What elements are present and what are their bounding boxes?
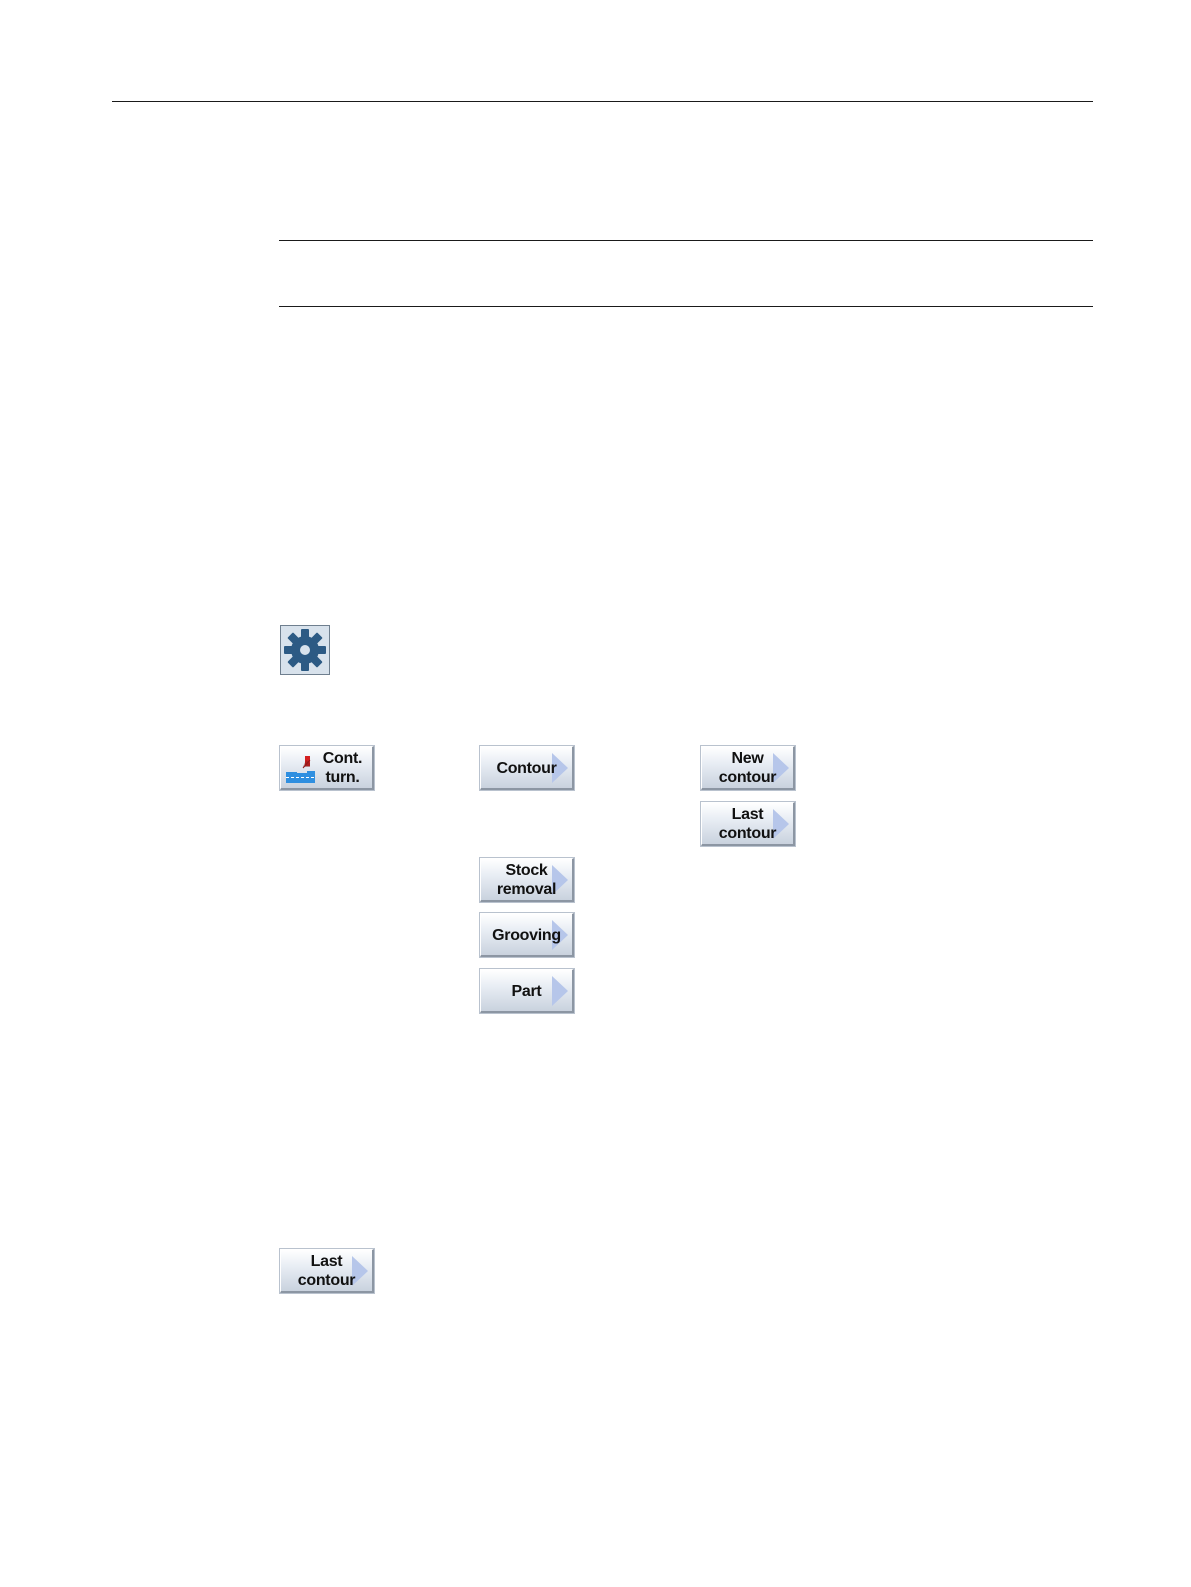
new-contour-label: New contour bbox=[718, 749, 777, 786]
contour-turning-icon bbox=[285, 752, 317, 784]
gear-icon bbox=[282, 627, 328, 673]
header-rule bbox=[112, 101, 1093, 102]
note-top-rule bbox=[279, 240, 1093, 241]
contour-softkey[interactable] bbox=[480, 746, 574, 790]
stock-removal-softkey[interactable] bbox=[480, 858, 574, 902]
grooving-softkey[interactable] bbox=[480, 913, 574, 957]
note-bottom-rule bbox=[279, 306, 1093, 307]
cont-turn-softkey[interactable] bbox=[280, 746, 374, 790]
last-contour-lower-label: Last contour bbox=[297, 1252, 356, 1289]
new-contour-softkey[interactable] bbox=[701, 746, 795, 790]
last-contour-softkey[interactable] bbox=[701, 802, 795, 846]
cont-turn-label: Cont. turn. bbox=[322, 749, 363, 786]
last-contour-softkey-lower[interactable] bbox=[280, 1249, 374, 1293]
program-key[interactable] bbox=[280, 625, 330, 675]
part-softkey[interactable] bbox=[480, 969, 574, 1013]
stock-removal-label: Stock removal bbox=[496, 861, 557, 898]
last-contour-label: Last contour bbox=[718, 805, 777, 842]
contour-label: Contour bbox=[496, 759, 557, 777]
grooving-label: Grooving bbox=[492, 926, 561, 944]
part-label: Part bbox=[511, 982, 542, 1000]
